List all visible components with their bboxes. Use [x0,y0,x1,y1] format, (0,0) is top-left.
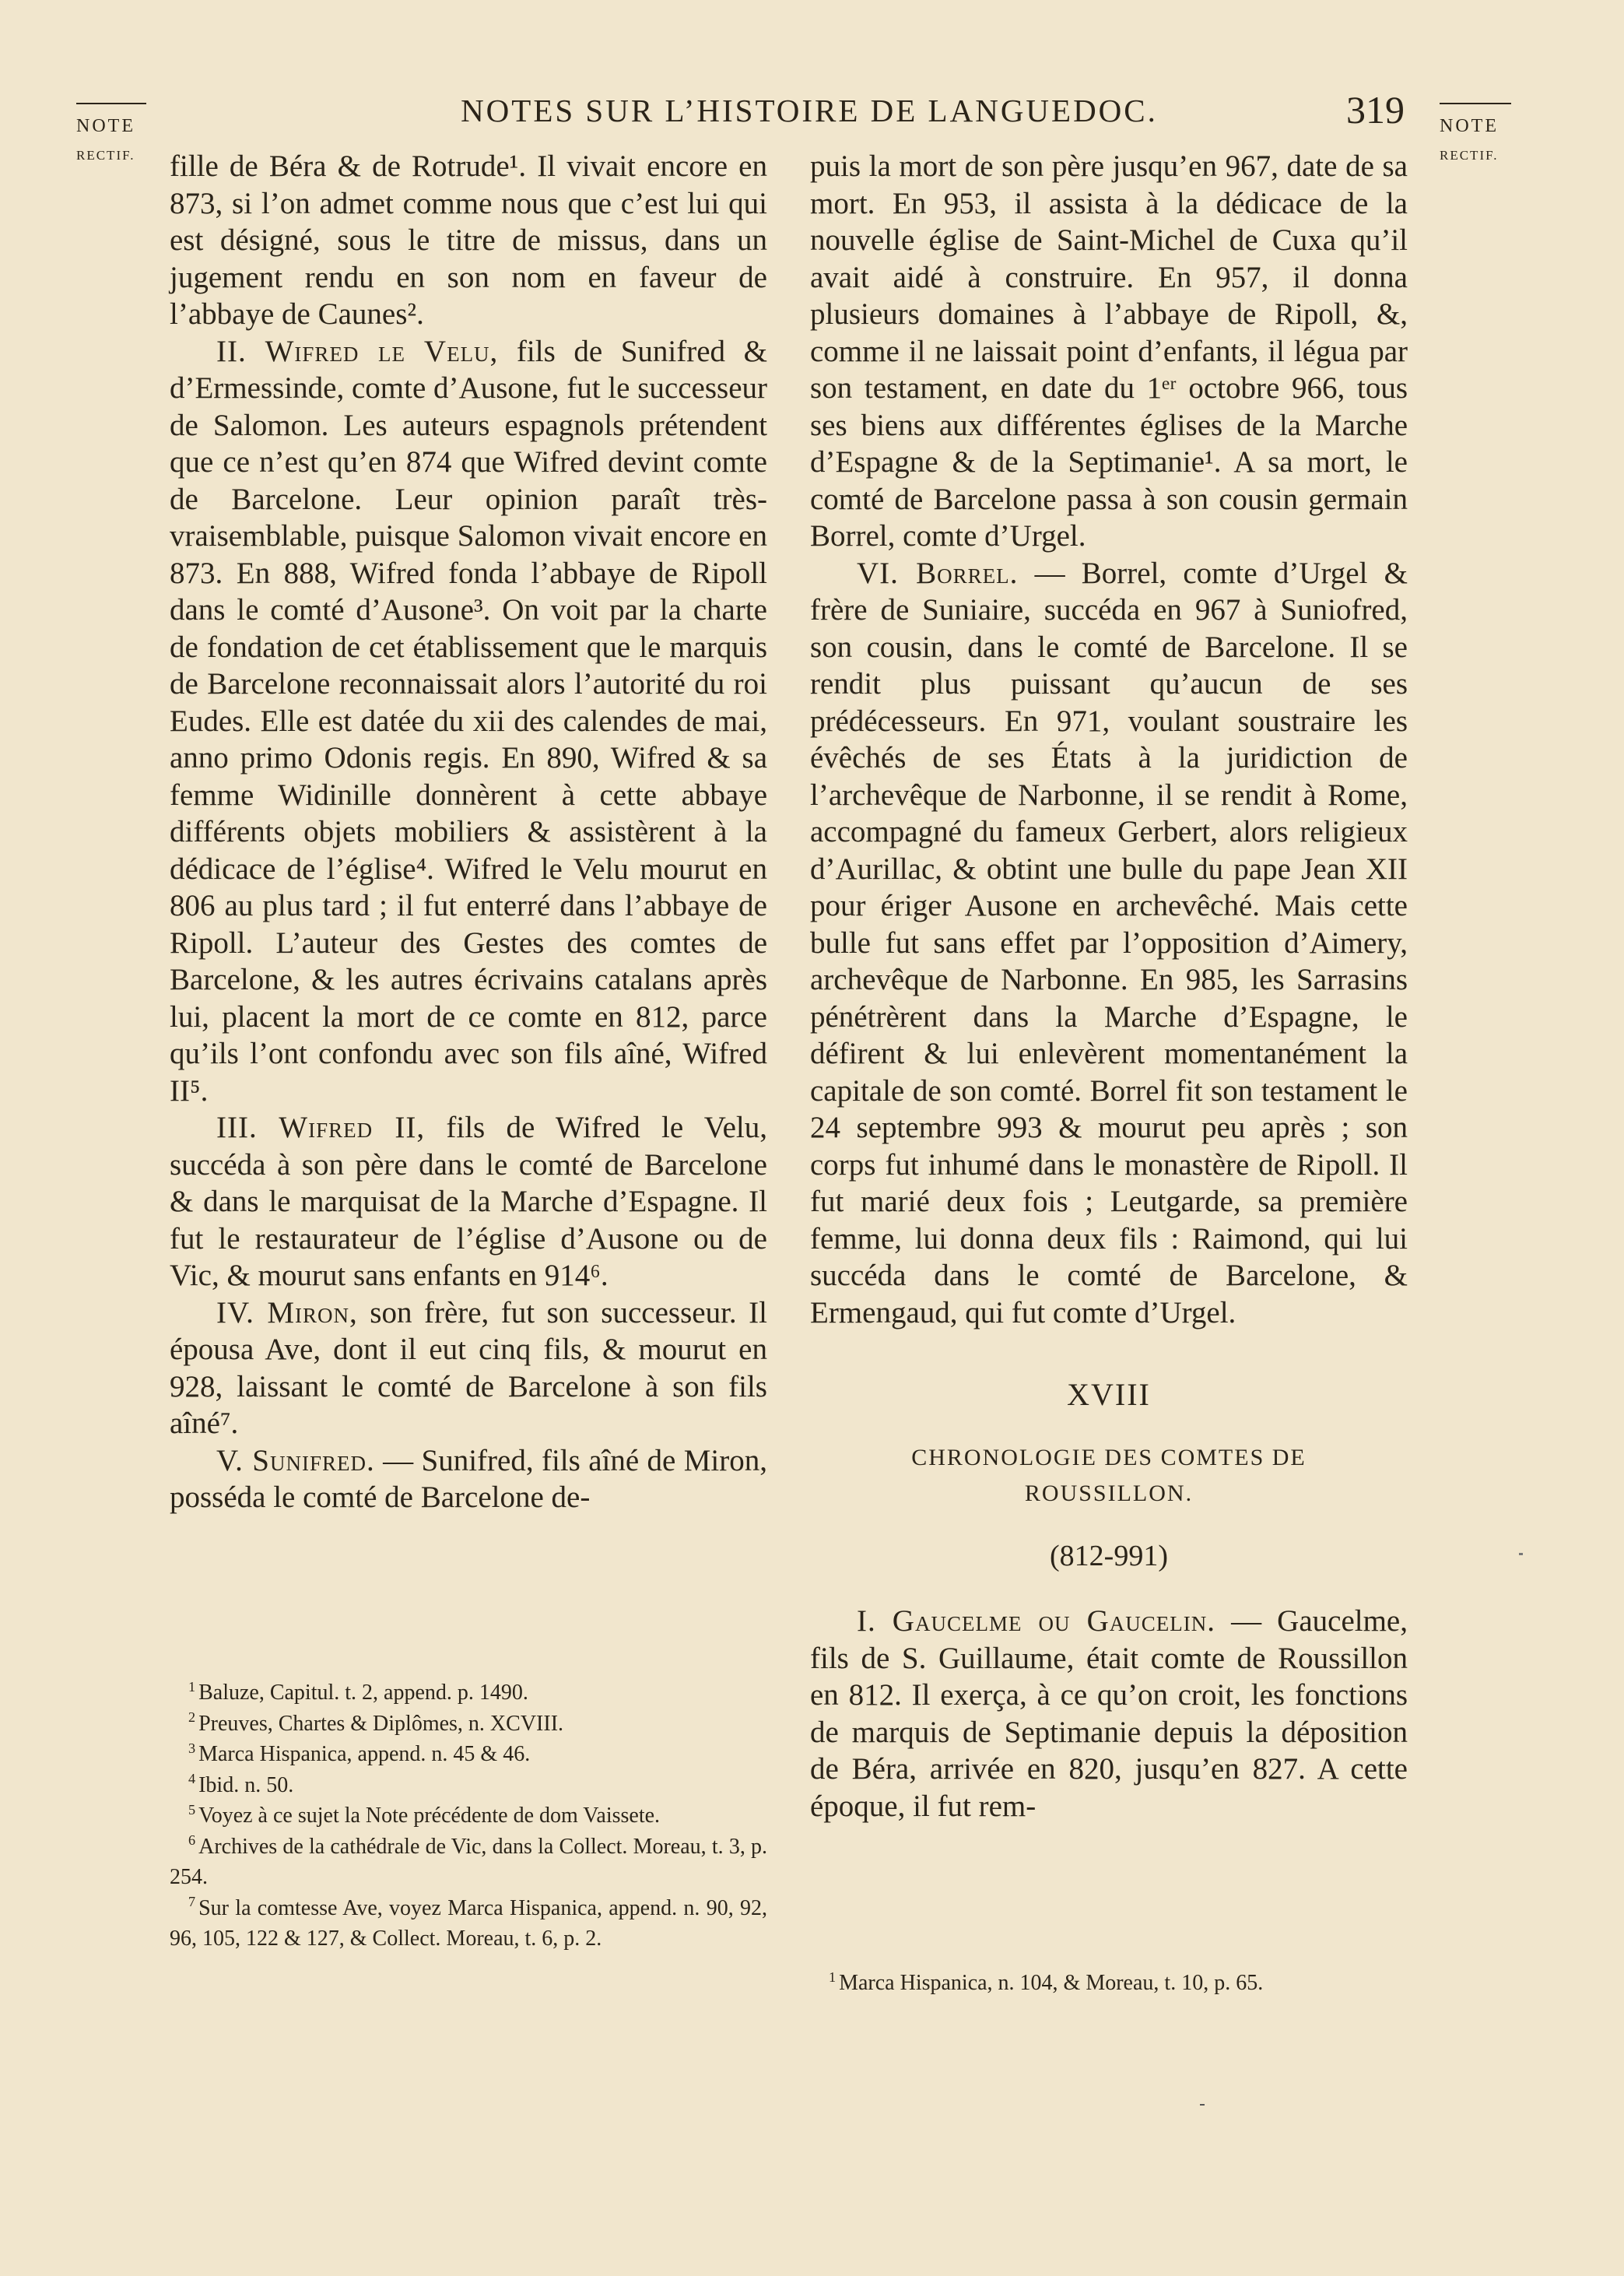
section-title-line1: CHRONOLOGIE DES COMTES DE [911,1444,1307,1470]
entry-heading-gaucelme: I. Gaucelme ou Gaucelin. [857,1604,1216,1638]
left-paragraph-3 [170,1109,767,1294]
footnote [170,1677,767,1709]
footnotes-left [170,1677,767,1955]
footnote-mark: 1 [829,1969,837,1985]
margin-note-right-line1: NOTE [1440,116,1499,136]
footnote-mark: 3 [188,1740,196,1756]
margin-note-right-line2: RECTIF. [1440,148,1499,163]
footnote-text: Voyez à ce sujet la Note précédente de dom Vaissete. [198,1804,661,1828]
margin-note-right [1440,103,1511,167]
entry-heading-sunifred: V. Sunifred. [216,1443,375,1477]
footnote [170,1800,767,1832]
running-title: NOTES SUR L’HISTOIRE DE LANGUEDOC. [461,93,1158,128]
section-title-line2: ROUSSILLON. [1024,1480,1194,1506]
section-title [810,1440,1408,1512]
margin-note-left-line1: NOTE [76,116,135,136]
footnote-mark: 5 [188,1801,196,1818]
right-paragraph-3-text: — Gaucelme, fils de S. Guillaume, était comte de Roussillon en 812. Il exerça, à ce qu’on croit, les fonctions de marquis de Septimanie depuis la déposition de Béra, arrivée en 820, jusqu’en 827. A cette époque, il fut rem- [810,1604,1408,1823]
footnotes-right [810,1968,1408,1999]
footnote [170,1770,767,1801]
right-paragraph-1: puis la mort de son père jusqu’en 967, date de sa mort. En 953, il assista à la dédicace de la nouvelle église de Saint-Michel de Cuxa qu’il avait aidé à construire. En 957, il donna plusieurs domaines à l’abbaye de Ripoll, &, comme il ne laissait point d’enfants, il légua par son testament, en date du 1ᵉʳ octobre 966, tous ses biens aux différentes églises de la Marche d’Espagne & de la Septimanie¹. A sa mort, le comté de Barcelone passa à son cousin germain Borrel, comte d’Urgel. [810,149,1408,553]
entry-heading-miron: IV. Miron, [216,1295,358,1329]
footnote [170,1832,767,1893]
left-paragraph-3-text: fils de Wifred le Velu, succéda à son père dans le comté de Barcelone & dans le marquisat de la Marche d’Espagne. Il fut le restaurateur de l’église d’Ausone ou de Vic, & mourut sans enfants en 914⁶. [170,1111,767,1292]
entry-heading-borrel: VI. Borrel. [857,556,1019,590]
right-paragraph-3 [810,1603,1408,1825]
right-paragraph-2-text: — Borrel, comte d’Urgel & frère de Suniaire, succéda en 967 à Suniofred, son cousin, dans le comté de Barcelone. Il se rendit plus puissant qu’aucun de ses prédécesseurs. En 971, voulant soustraire les évêchés de ses États à la juridiction de l’archevêque de Narbonne, il se rendit à Rome, accompagné du fameux Gerbert, alors religieux d’Aurillac, & obtint une bulle du pape Jean XII pour ériger Ausone en archevêché. Mais cette bulle fut sans effet par l’opposition d’Aimery, archevêque de Narbonne. En 985, les Sarrasins pénétrèrent dans la Marche d’Espagne, le défirent & lui enlevèrent momentanément la capitale de son comté. Borrel fit son testament le 24 septembre 993 & mourut peu après ; son corps fut inhumé dans le monastère de Ripoll. Il fut marié deux fois ; Leutgarde, sa première femme, lui donna deux fils : Raimond, qui lui succéda dans le comté de Barcelone, & Ermengaud, qui fut comte d’Urgel. [810,556,1408,1329]
footnote-mark: 4 [188,1771,196,1787]
margin-note-left [76,103,146,167]
right-paragraph-2 [810,555,1408,1332]
section-number: XVIII [1067,1377,1151,1412]
footnote-text: Sur la comtesse Ave, voyez Marca Hispanica, append. n. 90, 92, 96, 105, 122 & 127, & Collect. Moreau, t. 6, p. 2. [170,1895,767,1951]
entry-heading-wifred-ii: III. Wifred II, [216,1111,426,1144]
entry-heading-wifred-le-velu: II. Wifred le Velu, [216,334,499,368]
footnote-mark: 2 [188,1709,196,1726]
footnote [170,1739,767,1770]
left-paragraph-2 [170,333,767,1110]
footnote-text: Baluze, Capitul. t. 2, append. p. 1490. [198,1681,528,1705]
left-paragraph-5-text: — Sunifred, fils aîné de Miron, posséda le comté de Barcelone de- [170,1443,767,1514]
section-dates: (812-991) [1050,1539,1168,1572]
footnote [170,1709,767,1740]
footnote-text: Archives de la cathédrale de Vic, dans la Collect. Moreau, t. 3, p. 254. [170,1834,767,1889]
footnote-text: Ibid. n. 50. [198,1772,294,1797]
paper-speck [1200,2104,1205,2106]
margin-note-left-line2: RECTIF. [76,148,135,163]
margin-rule-left [76,103,146,104]
footnote-mark: 6 [188,1832,196,1849]
page-number: 319 [1346,88,1405,132]
left-paragraph-4 [170,1294,767,1442]
left-paragraph-4-text: son frère, fut son successeur. Il épousa Ave, dont il eut cinq fils, & mourut en 928, laissant le comté de Barcelone à son fils aîné⁷. [170,1295,767,1440]
left-paragraph-1: fille de Béra & de Rotrude¹. Il vivait encore en 873, si l’on admet comme nous que c’est lui qui est désigné, sous le titre de missus, dans un jugement rendu en son nom en faveur de l’abbaye de Caunes². [170,149,767,331]
footnote-text: Preuves, Chartes & Diplômes, n. XCVIII. [198,1711,564,1736]
footnote-mark: 1 [188,1678,196,1695]
left-paragraph-2-text: fils de Sunifred & d’Ermessinde, comte d’Ausone, fut le successeur de Salomon. Les auteurs espagnols prétendent que ce n’est qu’en 874 que Wifred devint comte de Barcelone. Leur opinion paraît très-vraisemblable, puisque Salomon vivait encore en 873. En 888, Wifred fonda l’abbaye de Ripoll dans le comté d’Ausone³. On voit par la charte de fondation de cet établissement que le marquis de Barcelone reconnaissait alors l’autorité du roi Eudes. Elle est datée du xii des calendes de mai, anno primo Odonis regis. En 890, Wifred & sa femme Widinille donnèrent à cette abbaye différents objets mobiliers & assistèrent à la dédicace de l’église⁴. Wifred le Velu mourut en 806 au plus tard ; il fut enterré dans l’abbaye de Ripoll. L’auteur des Gestes des comtes de Barcelone, & les autres écrivains catalans après lui, placent la mort de ce comte en 812, parce qu’ils l’ont confondu avec son fils aîné, Wifred II⁵. [170,334,767,1108]
footnote-text: Marca Hispanica, n. 104, & Moreau, t. 10, p. 65. [839,1971,1264,1995]
margin-rule-right [1440,103,1511,104]
footnote [810,1968,1408,1999]
right-column [810,148,1408,1825]
footnote-mark: 7 [188,1894,196,1910]
paper-speck [1519,1553,1523,1555]
left-column [170,148,767,1516]
footnote [170,1893,767,1955]
footnote-text: Marca Hispanica, append. n. 45 & 46. [198,1742,531,1766]
left-paragraph-5 [170,1442,767,1516]
